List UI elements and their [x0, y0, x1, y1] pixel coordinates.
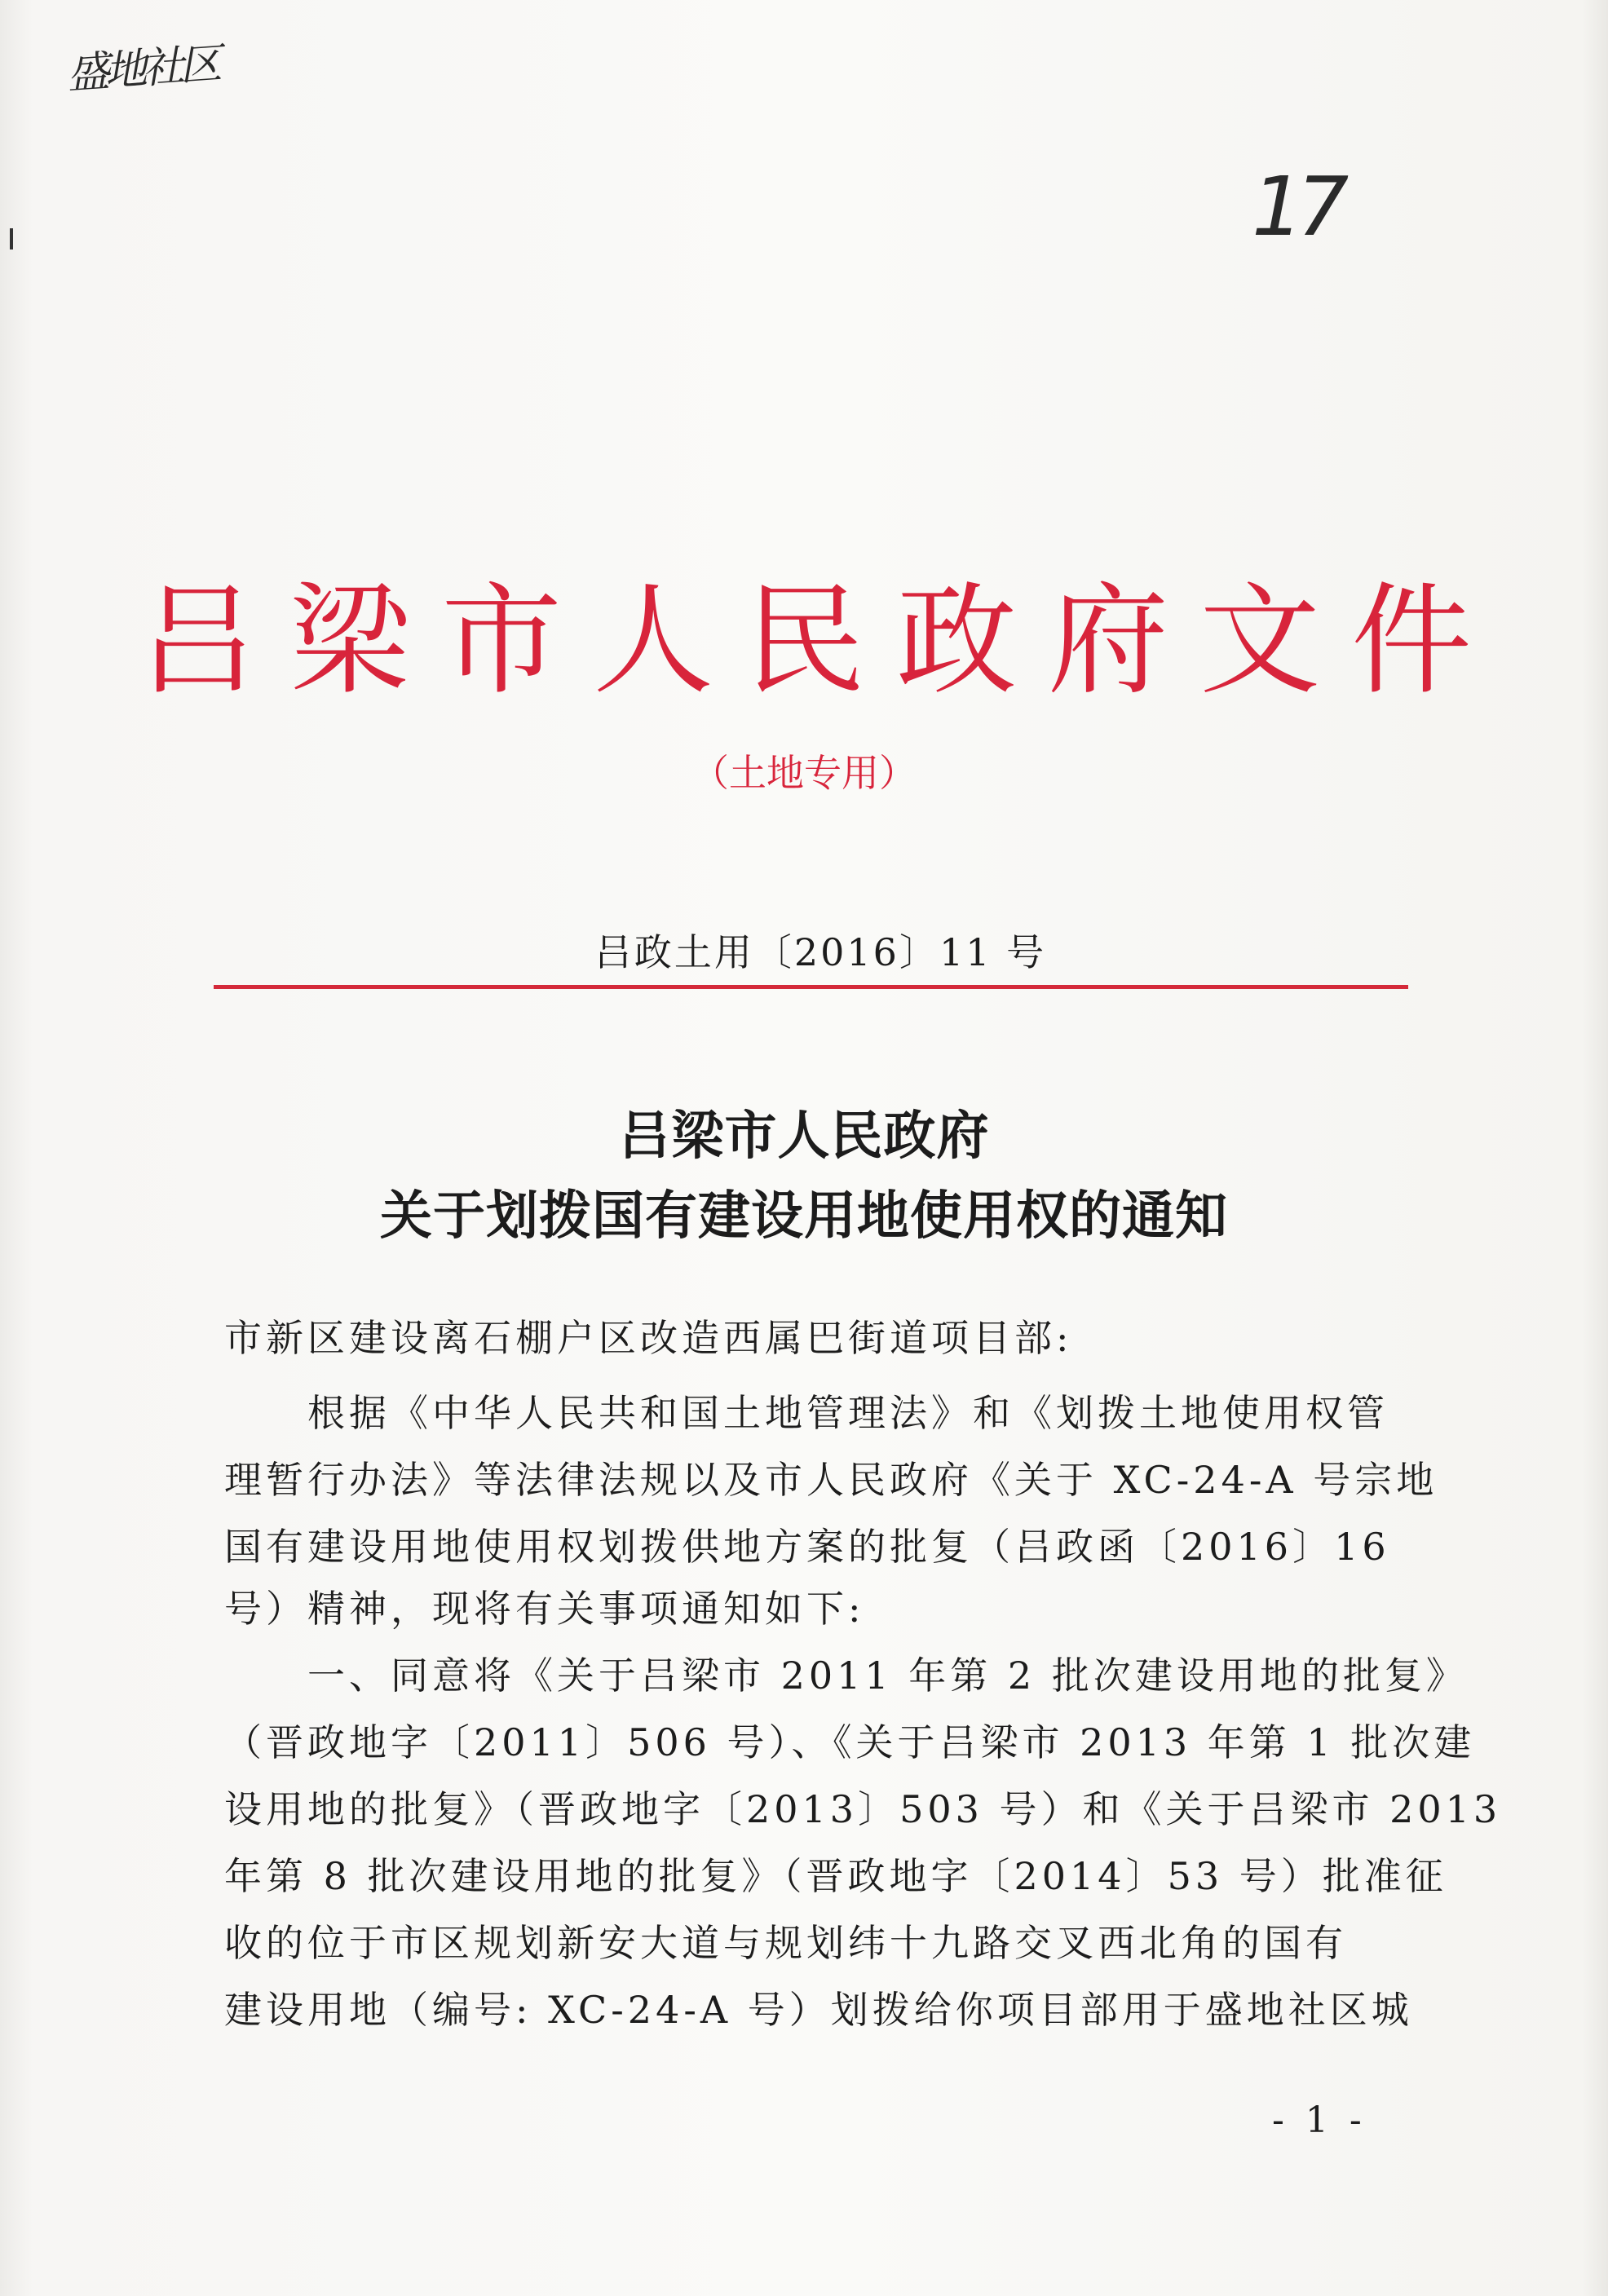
body-line: 国有建设用地使用权划拨供地方案的批复（吕政函〔2016〕16 — [224, 1525, 1390, 1569]
masthead-title: 吕梁市人民政府文件 — [138, 571, 1503, 711]
body-line: 一、同意将《关于吕梁市 2011 年第 2 批次建设用地的批复》 — [224, 1654, 1468, 1698]
scan-edge-mark — [10, 228, 13, 249]
masthead-subtitle: （土地专用） — [691, 751, 917, 795]
body-line: 理暂行办法》等法律法规以及市人民政府《关于 XC-24-A 号宗地 — [224, 1458, 1438, 1502]
document-number: 吕政土用〔2016〕11 号 — [594, 930, 1047, 974]
document-title-line-1: 吕梁市人民政府 — [618, 1106, 990, 1167]
handwritten-page-mark: 17 — [1252, 159, 1343, 254]
body-line: 年第 8 批次建设用地的批复》（晋政地字〔2014〕53 号）批准征 — [224, 1854, 1447, 1898]
document-title-line-2: 关于划拨国有建设用地使用权的通知 — [380, 1186, 1228, 1247]
body-line: 号）精神，现将有关事项通知如下: — [224, 1587, 865, 1631]
body-line: 收的位于市区规划新安大道与规划纬十九路交叉西北角的国有 — [224, 1921, 1347, 1965]
body-line: 建设用地（编号: XC-24-A 号）划拨给你项目部用于盛地社区城 — [224, 1988, 1413, 2032]
page-number: - 1 - — [1272, 2100, 1367, 2141]
handwritten-note: 盛地社区 — [65, 39, 219, 99]
body-line: 设用地的批复》（晋政地字〔2013〕503 号）和《关于吕梁市 2013 — [224, 1787, 1502, 1831]
body-line: 根据《中华人民共和国土地管理法》和《划拨土地使用权管 — [224, 1391, 1389, 1435]
body-line: 市新区建设离石棚户区改造西属巴街道项目部: — [224, 1316, 1073, 1360]
red-divider-line — [214, 985, 1408, 989]
body-line: （晋政地字〔2011〕506 号）、《关于吕梁市 2013 年第 1 批次建 — [224, 1720, 1476, 1764]
